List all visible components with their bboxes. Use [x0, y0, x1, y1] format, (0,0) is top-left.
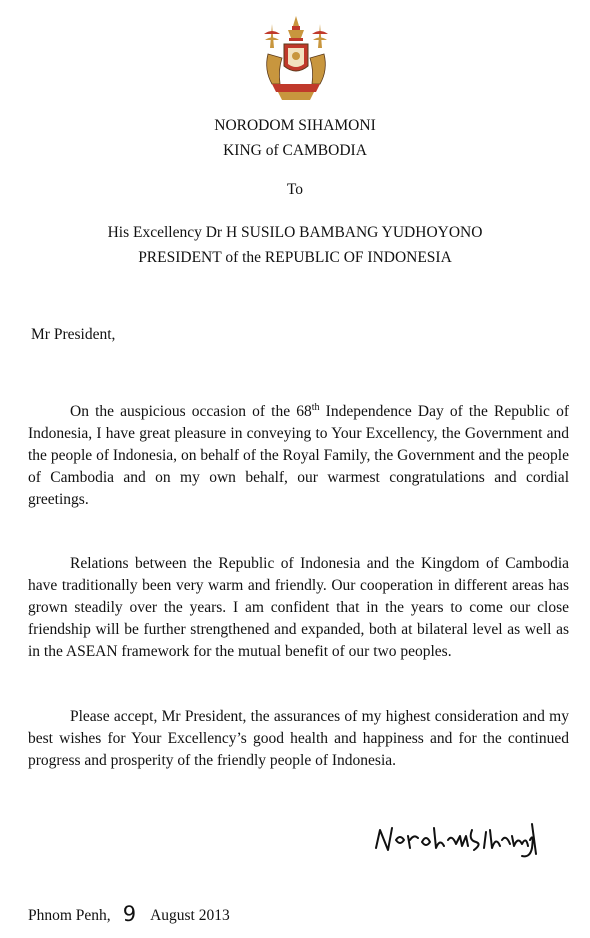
recipient-title: PRESIDENT of the REPUBLIC OF INDONESIA	[138, 249, 452, 266]
handwritten-signature-icon	[372, 818, 540, 860]
sender-name: NORODOM SIHAMONI	[214, 117, 376, 134]
paragraph-closing: Please accept, Mr President, the assurances of my highest consideration and my best wishes for Your Excellency’s good health and happiness and for the continued progress and prosperity of the friendly people of Indonesia.	[28, 708, 569, 769]
date-day: 9	[122, 902, 137, 926]
paragraph-1-text-end: Independence Day of the Republic of Indonesia, I have great pleasure in conveying to Your Excellency, the Government and the people of Indonesia, on behalf of the Royal Family, the Government and the people of Cambodia and on my own behalf, our warmest congratulations and cordial greetings.	[28, 403, 569, 508]
ordinal-suffix: th	[311, 401, 320, 413]
date-month-year: August 2013	[150, 907, 230, 924]
paragraph-relations: Relations between the Republic of Indonesia and the Kingdom of Cambodia have traditionally been very warm and friendly. Our cooperation in different areas has grown steadily over the years. I am confident that in the years to come our close friendship will be further strengthened and expanded, both at bilateral level as well as in the ASEAN framework for the mutual benefit of our two peoples.	[28, 555, 569, 660]
recipient-name: His Excellency Dr H SUSILO BAMBANG YUDHOYONO	[107, 224, 483, 241]
to-label: To	[286, 181, 304, 198]
royal-arms-of-cambodia-icon	[258, 14, 334, 102]
paragraph-1-text-start: On the auspicious occasion of the 68	[70, 403, 312, 420]
place: Phnom Penh,	[28, 907, 111, 924]
salutation: Mr President,	[31, 326, 116, 343]
place-and-date	[28, 904, 230, 925]
paragraph-congratulations	[28, 401, 569, 511]
sender-title: KING of CAMBODIA	[223, 142, 367, 159]
